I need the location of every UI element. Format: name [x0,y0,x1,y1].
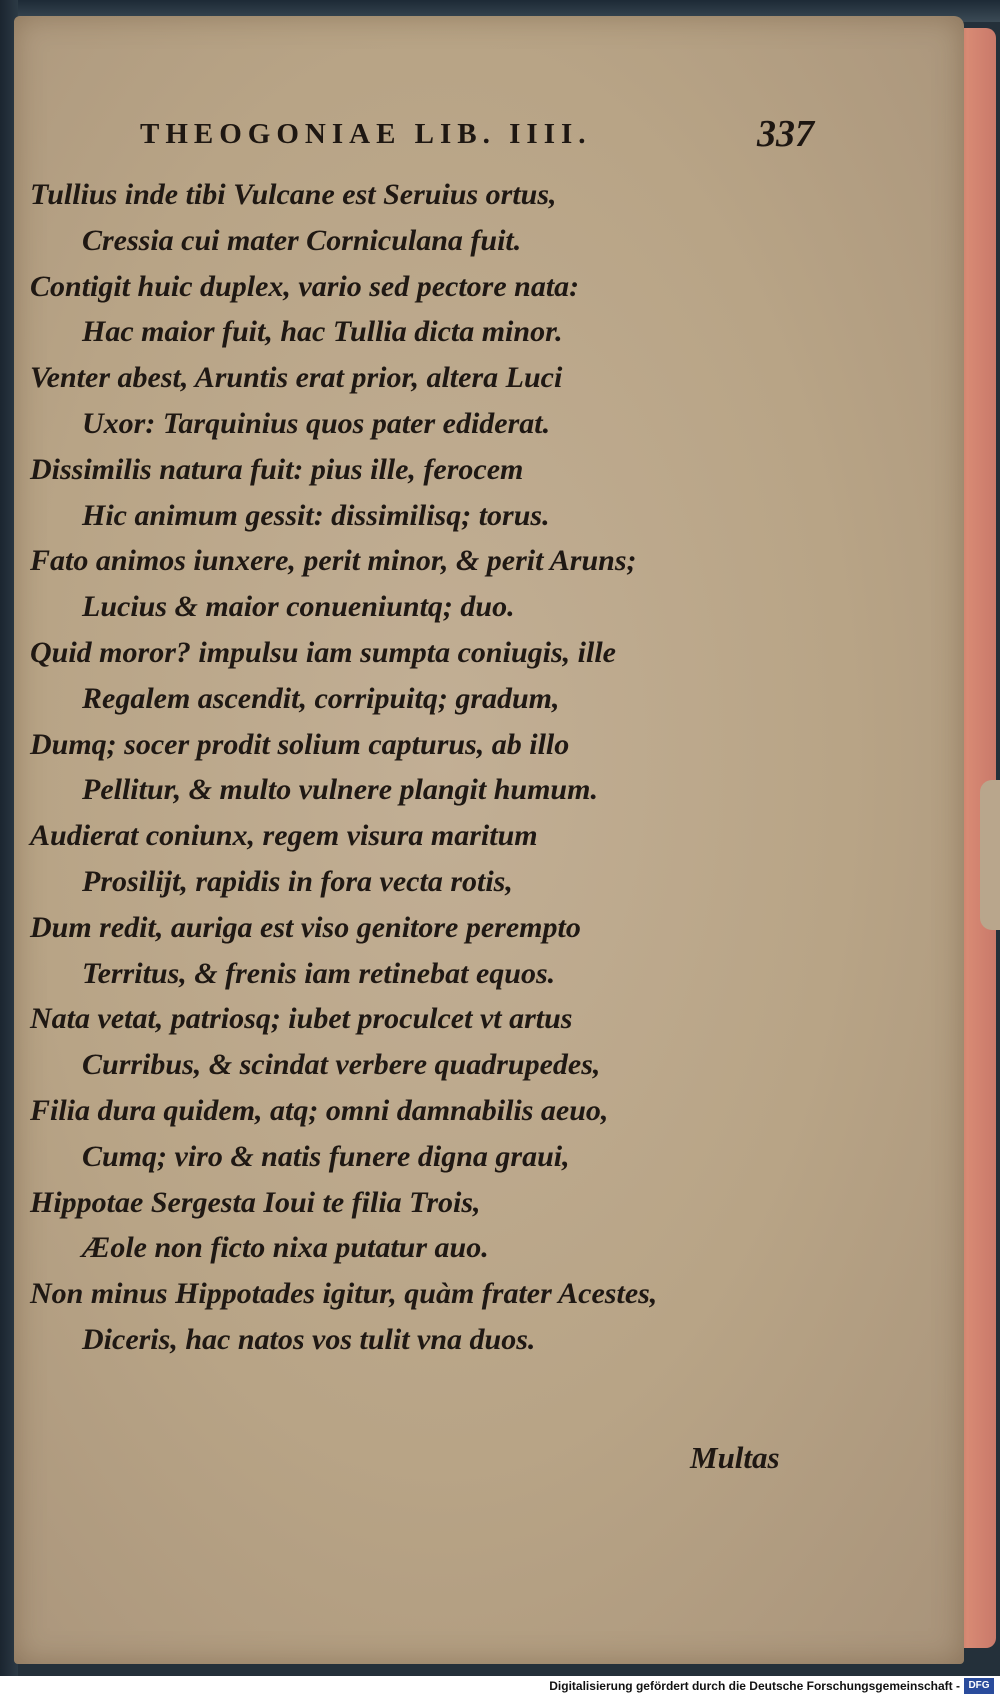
verse-line: Tullius inde tibi Vulcane est Seruius ortus, [30,178,557,211]
dfg-logo-icon: DFG [964,1678,994,1694]
verse-line: Cressia cui mater Corniculana fuit. [82,223,522,257]
footer-bar [0,1676,1000,1698]
verse-line: Non minus Hippotades igitur, quàm frater Acestes, [30,1277,658,1311]
verse-line: Dissimilis natura fuit: pius ille, ferocem [30,452,524,486]
verse-line: Dum redit, auriga est viso genitore perempto [30,910,581,944]
verse-line: Lucius & maior conueniuntq; duo. [82,590,515,624]
page-tab [980,780,1000,930]
verse-line: Regalem ascendit, corripuitq; gradum, [82,681,560,715]
page-header [140,112,840,162]
verse-line: Hic animum gessit: dissimilisq; torus. [82,498,550,532]
verse-block [30,172,930,1363]
page-number: 337 [757,113,814,155]
verse-line: Nata vetat, patriosq; iubet proculcet vt artus [30,1002,573,1036]
verse-line: Hippotae Sergesta Ioui te filia Trois, [30,1185,481,1219]
verse-line: Pellitur, & multo vulnere plangit humum. [82,773,598,807]
verse-line: Filia dura quidem, atq; omni damnabilis aeuo, [30,1093,609,1127]
funding-credit: Digitalisierung gefördert durch die Deutsche Forschungsgemeinschaft - [549,1679,960,1693]
verse-line: Dumq; socer prodit solium capturus, ab illo [30,727,570,761]
verse-line: Curribus, & scindat verbere quadrupedes, [82,1048,601,1082]
verse-line: Cumq; viro & natis funere digna graui, [82,1139,570,1173]
catchword: Multas [690,1440,780,1475]
verse-line: Territus, & frenis iam retinebat equos. [82,956,556,990]
running-title: THEOGONIAE LIB. IIII. [140,118,592,150]
verse-line: Uxor: Tarquinius quos pater ediderat. [82,406,551,440]
verse-line: Audierat coniunx, regem visura maritum [30,819,538,853]
verse-line: Venter abest, Aruntis erat prior, altera Luci [30,361,563,395]
verse-line: Prosilijt, rapidis in fora vecta rotis, [82,864,513,898]
verse-line: Æole non ficto nixa putatur auo. [82,1231,489,1265]
verse-line: Hac maior fuit, hac Tullia dicta minor. [82,315,563,349]
verse-line: Fato animos iunxere, perit minor, & perit Aruns; [30,544,637,578]
verse-line: Quid moror? impulsu iam sumpta coniugis, ille [30,635,616,669]
verse-line: Diceris, hac natos vos tulit vna duos. [82,1322,536,1356]
verse-line: Contigit huic duplex, vario sed pectore nata: [30,269,580,303]
